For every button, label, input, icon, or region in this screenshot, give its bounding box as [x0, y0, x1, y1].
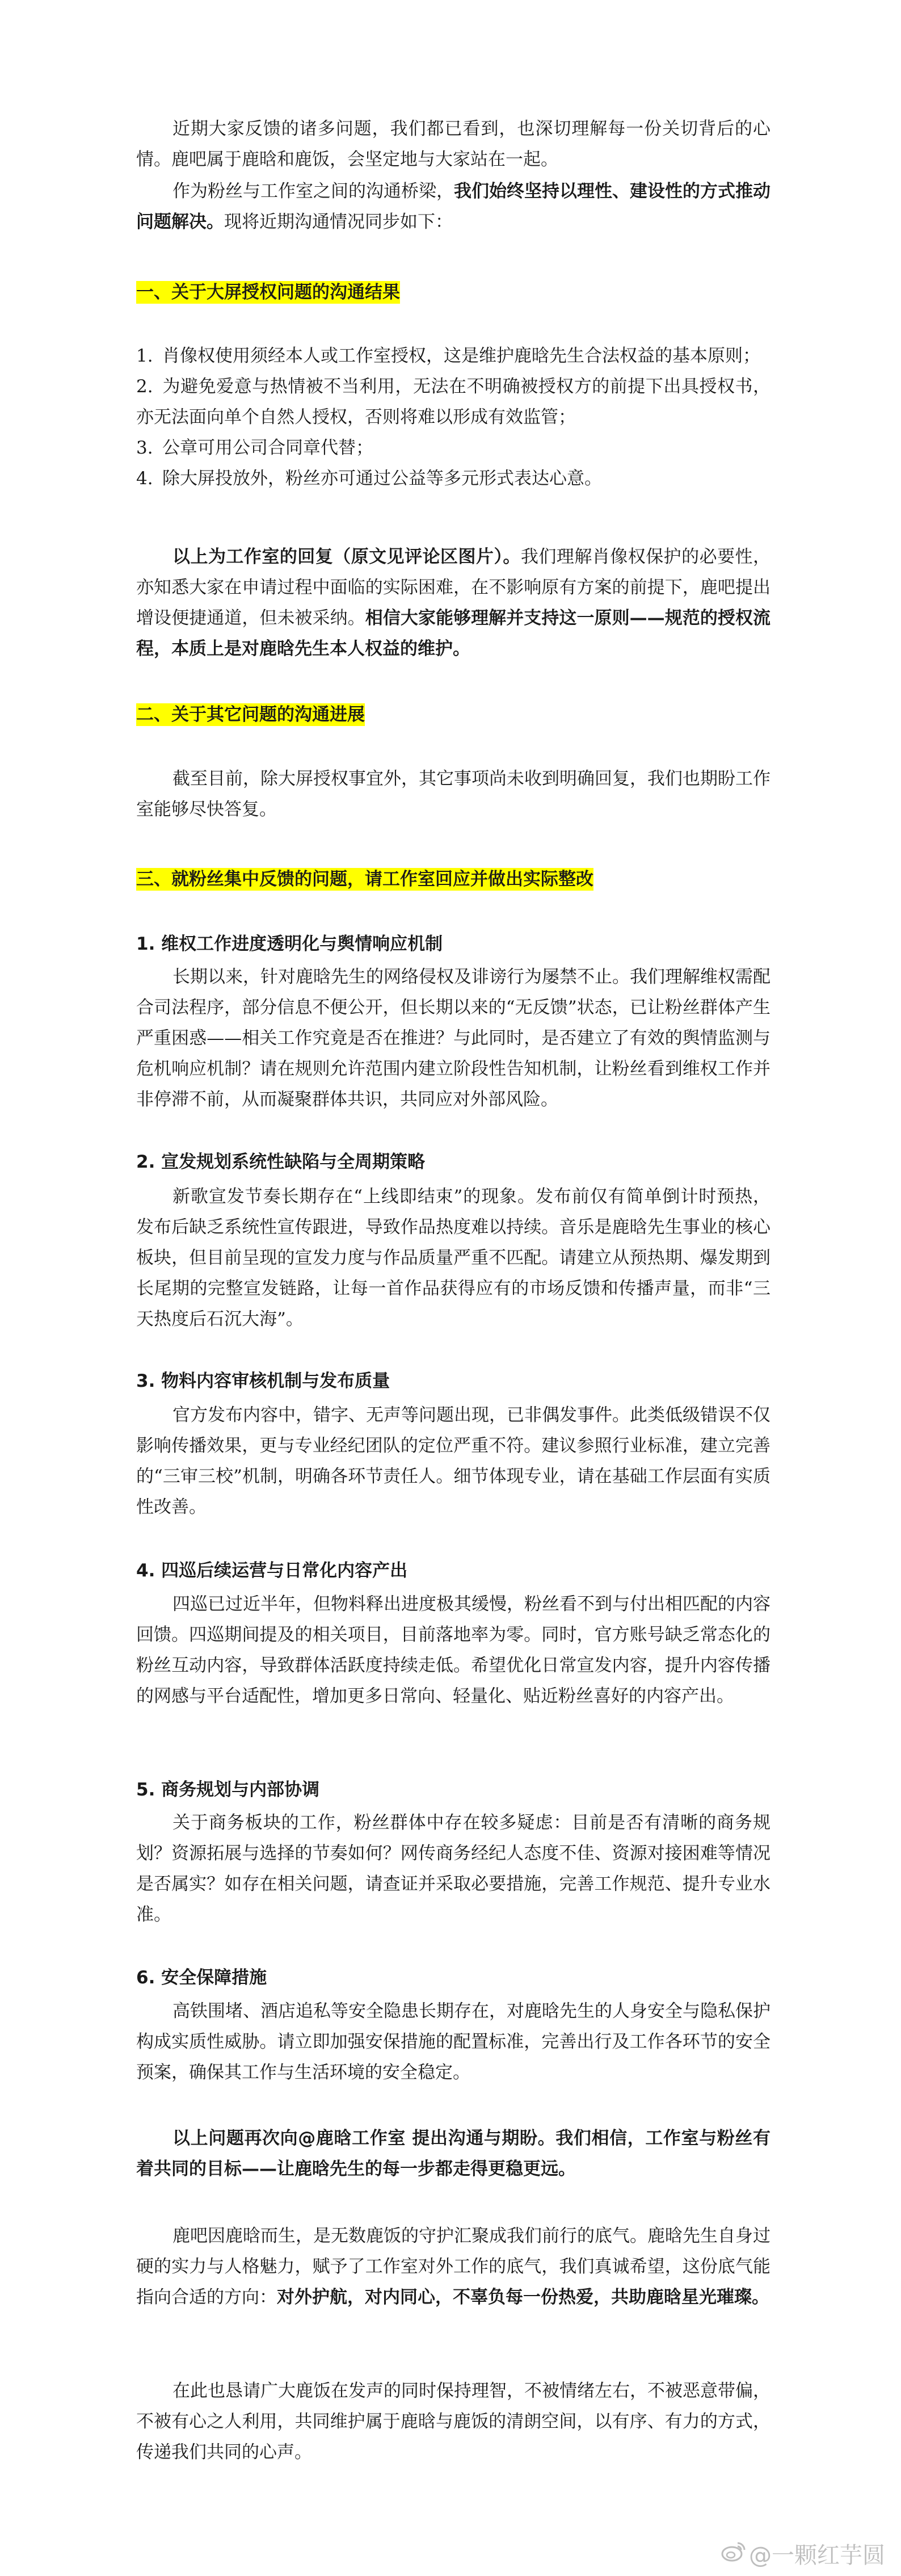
issue-6-body: 高铁围堵、酒店追私等安全隐患长期存在，对鹿晗先生的人身安全与隐私保护构成实质性威胁。请立即加强安保措施的配置标准，完善出行及工作各环节的安全预案，确保其工作与生活环境的安全稳定。 — [136, 2001, 771, 2083]
authorization-result-list — [136, 341, 771, 494]
text-segment: 现将近期沟通情况同步如下： — [224, 212, 453, 232]
list-text: 为避免爱意与热情被不当利用，无法在不明确被授权方的前提下出具授权书，亦无法面向单个自然人授权，否则将难以形成有效监管； — [136, 376, 771, 427]
bold-text-segment: 我们始终坚持以理性、建设性的方式推动问题解决。 — [136, 181, 771, 232]
issue-2-title: 2. 宣发规划系统性缺陷与全周期策略 — [136, 1152, 426, 1172]
section-1-heading-row — [136, 277, 771, 308]
list-text: 肖像权使用须经本人或工作室授权，这是维护鹿晗先生合法权益的基本原则； — [162, 346, 760, 366]
weibo-watermark — [721, 2537, 885, 2570]
issue-3-title: 3. 物料内容审核机制与发布质量 — [136, 1371, 390, 1391]
bold-text-segment: 对外护航，对内同心，不辜负每一份热爱，共助鹿晗星光璀璨。 — [277, 2287, 769, 2308]
issue-6-title: 6. 安全保障措施 — [136, 1967, 267, 1988]
issue-5-body: 关于商务板块的工作，粉丝群体中存在较多疑虑：目前是否有清晰的商务规划？资源拓展与选择的节奏如何？网传商务经纪人态度不佳、资源对接困难等情况是否属实？如存在相关问题，请查证并采取必要措施，完善工作规范、提升专业水准。 — [136, 1813, 771, 1925]
text-segment: 我们理解肖像权保护的必要性，亦知悉大家在申请过程中面临的实际困难，在不影响原有方案的前提下，鹿吧提出增设便捷通道，但未被采纳。 — [136, 547, 771, 628]
section-3-heading-row — [136, 864, 771, 895]
closing-paragraph-3: 在此也恳请广大鹿饭在发声的同时保持理智，不被情绪左右，不被恶意带偏，不被有心之人利用，共同维护属于鹿晗与鹿饭的清朗空间，以有序、有力的方式，传递我们共同的心声。 — [136, 2381, 771, 2462]
list-item — [136, 433, 771, 463]
issue-2-body: 新歌宣发节奏长期存在“上线即结束”的现象。发布前仅有简单倒计时预热，发布后缺乏系统性宣传跟进，导致作品热度难以持续。音乐是鹿晗先生事业的核心板块，但目前呈现的宣发力度与作品质量严重不匹配。请建立从预热期、爆发期到长尾期的完整宣发链路，让每一首作品获得应有的市场反馈和传播声量，而非“三天热度后石沉大海”。 — [136, 1186, 771, 1329]
text-segment: 作为粉丝与工作室之间的沟通桥梁， — [172, 181, 454, 202]
list-number: 2. — [136, 376, 153, 397]
section-2-heading: 二、关于其它问题的沟通进展 — [136, 704, 365, 725]
watermark-text: @一颗红芋圆 — [749, 2543, 885, 2569]
list-item — [136, 371, 771, 433]
section-3-heading: 三、就粉丝集中反馈的问题，请工作室回应并做出实际整改 — [136, 869, 593, 890]
list-number: 1. — [136, 346, 153, 366]
section-2-body: 截至目前，除大屏授权事宜外，其它事项尚未收到明确回复，我们也期盼工作室能够尽快答复。 — [136, 769, 771, 820]
section-1-heading: 一、关于大屏授权问题的沟通结果 — [136, 282, 400, 303]
list-text: 除大屏投放外，粉丝亦可通过公益等多元形式表达心意。 — [162, 468, 602, 489]
issue-5-title: 5. 商务规划与内部协调 — [136, 1780, 320, 1800]
weibo-icon — [721, 2540, 747, 2568]
closing-statement: 以上问题再次向@鹿晗工作室 提出沟通与期盼。我们相信，工作室与粉丝有着共同的目标——让鹿晗先生的每一步都走得更稳更远。 — [136, 2128, 771, 2179]
section-2-heading-row — [136, 699, 771, 730]
intro-paragraph-2 — [136, 176, 771, 237]
issue-4-body: 四巡已过近半年，但物料释出进度极其缓慢，粉丝看不到与付出相匹配的内容回馈。四巡期间提及的相关项目，目前落地率为零。同时，官方账号缺乏常态化的粉丝互动内容，导致群体活跃度持续走低。希望优化日常宣发内容，提升内容传播的网感与平台适配性，增加更多日常向、轻量化、贴近粉丝喜好的内容产出。 — [136, 1594, 771, 1706]
bold-text-segment: 相信大家能够理解并支持这一原则——规范的授权流程，本质上是对鹿晗先生本人权益的维护。 — [136, 608, 771, 659]
issue-1-body: 长期以来，针对鹿晗先生的网络侵权及诽谤行为屡禁不止。我们理解维权需配合司法程序，部分信息不便公开，但长期以来的“无反馈”状态，已让粉丝群体产生严重困惑——相关工作究竟是否在推进？与此同时，是否建立了有效的舆情监测与危机响应机制？请在规则允许范围内建立阶段性告知机制，让粉丝看到维权工作并非停滞不前，从而凝聚群体共识，共同应对外部风险。 — [136, 967, 771, 1110]
intro-paragraph-1: 近期大家反馈的诸多问题，我们都已看到，也深切理解每一份关切背后的心情。鹿吧属于鹿晗和鹿饭，会坚定地与大家站在一起。 — [136, 119, 771, 170]
text-segment: 鹿吧因鹿晗而生，是无数鹿饭的守护汇聚成我们前行的底气。鹿晗先生自身过硬的实力与人格魅力，赋予了工作室对外工作的底气，我们真诚希望，这份底气能指向合适的方向： — [136, 2226, 771, 2308]
bold-text-segment: 以上为工作室的回复（原文见评论区图片）。 — [172, 547, 521, 567]
issue-4-title: 4. 四巡后续运营与日常化内容产出 — [136, 1560, 408, 1581]
list-number: 3. — [136, 438, 153, 458]
issue-1-title: 1. 维权工作进度透明化与舆情响应机制 — [136, 934, 443, 954]
section-1-closing — [136, 542, 771, 664]
list-text: 公章可用公司合同章代替； — [162, 438, 373, 458]
closing-paragraph-2 — [136, 2221, 771, 2313]
list-item — [136, 463, 771, 494]
issue-3-body: 官方发布内容中，错字、无声等问题出现，已非偶发事件。此类低级错误不仅影响传播效果，更与专业经纪团队的定位严重不符。建议参照行业标准，建立完善的“三审三校”机制，明确各环节责任人。细节体现专业，请在基础工作层面有实质性改善。 — [136, 1405, 771, 1517]
list-item — [136, 341, 771, 371]
list-number: 4. — [136, 468, 153, 489]
